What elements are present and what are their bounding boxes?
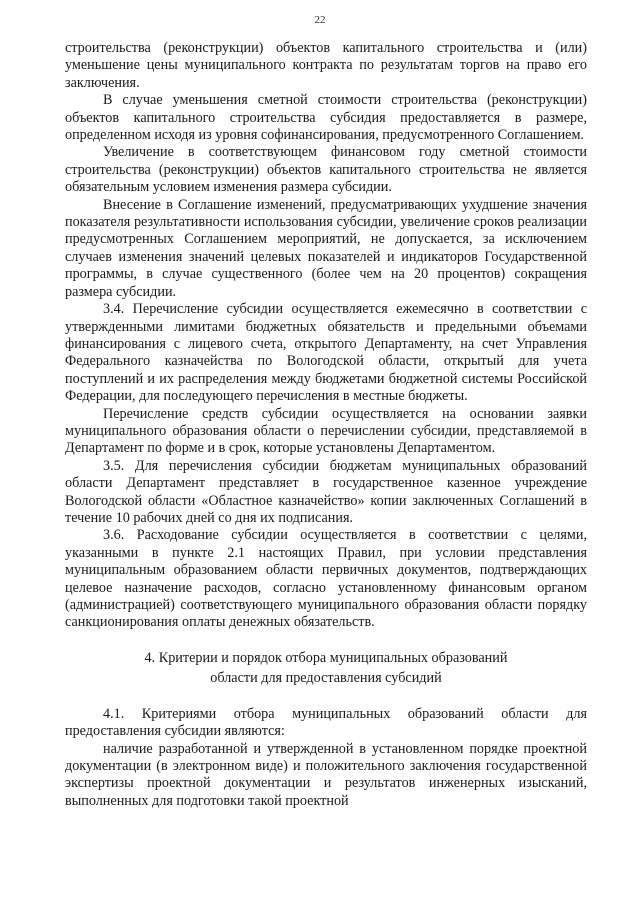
section-heading-line-1: 4. Критерии и порядок отбора муниципальных образований	[144, 649, 508, 666]
paragraph-criterion-documentation: наличие разработанной и утвержденной в установленном порядке проектной документации (в электронном виде) и положительного заключения государственной экспертизы проектной документации и результатов инженерных изысканий, выполненных для подготовки такой проектной	[65, 740, 587, 809]
paragraph-3-4: 3.4. Перечисление субсидии осуществляется ежемесячно в соответствии с утвержденными лимитами бюджетных обязательств и предельными объемами финансирования с лицевого счета, открытого Департаменту, на счет Управления Федерального казначейства по Вологодской области, открытый для учета поступлений и их распределения между бюджетами бюджетной системы Российской Федерации, для последующего перечисления в местные бюджеты.	[65, 301, 587, 405]
page-number: 22	[314, 14, 326, 26]
paragraph-4-1: 4.1. Критериями отбора муниципальных образований области для предоставления субсидии являются:	[65, 705, 587, 740]
paragraph-transfer-request: Перечисление средств субсидии осуществляется на основании заявки муниципального образования области о перечислении субсидии, представляемой в Департамент по форме и в срок, которые установлены Департаментом.	[65, 405, 587, 457]
section-heading-line-2: области для предоставления субсидий	[210, 669, 442, 686]
paragraph-continuation: строительства (реконструкции) объектов капитального строительства и (или) уменьшение цены муниципального контракта по результатам торгов на право его заключения.	[65, 40, 587, 91]
document-body	[65, 40, 587, 810]
paragraph-3-5: 3.5. Для перечисления субсидии бюджетам муниципальных образований области Департамент представляет в государственное казенное учреждение Вологодской области «Областное казначейство» копии заключенных Соглашений в течение 10 рабочих дней со дня их подписания.	[65, 457, 587, 526]
paragraph-agreement-changes: Внесение в Соглашение изменений, предусматривающих ухудшение значения показателя результативности использования субсидии, увеличение сроков реализации предусмотренных Соглашением мероприятий, не допускается, за исключением случаев изменения значений целевых показателей и индикаторов Государственной программы, в случае существенного (более чем на 20 процентов) сокращения размера субсидии.	[65, 196, 587, 300]
paragraph-estimate-increase: Увеличение в соответствующем финансовом году сметной стоимости строительства (реконструкции) объектов капитального строительства не является обязательным условием изменения размера субсидии.	[65, 144, 587, 196]
section-heading	[65, 648, 587, 688]
paragraph-3-6: 3.6. Расходование субсидии осуществляется в соответствии с целями, указанными в пункте 2.1 настоящих Правил, при условии представления муниципальным образованием области первичных документов, подтверждающих целевое назначение расходов, согласно установленному финансовым органом (администрацией) соответствующего муниципального образования области порядку санкционирования оплаты денежных обязательств.	[65, 527, 587, 631]
paragraph-estimate-decrease: В случае уменьшения сметной стоимости строительства (реконструкции) объектов капитального строительства субсидия предоставляется в размере, определенном исходя из уровня софинансирования, предусмотренного Соглашением.	[65, 92, 587, 144]
